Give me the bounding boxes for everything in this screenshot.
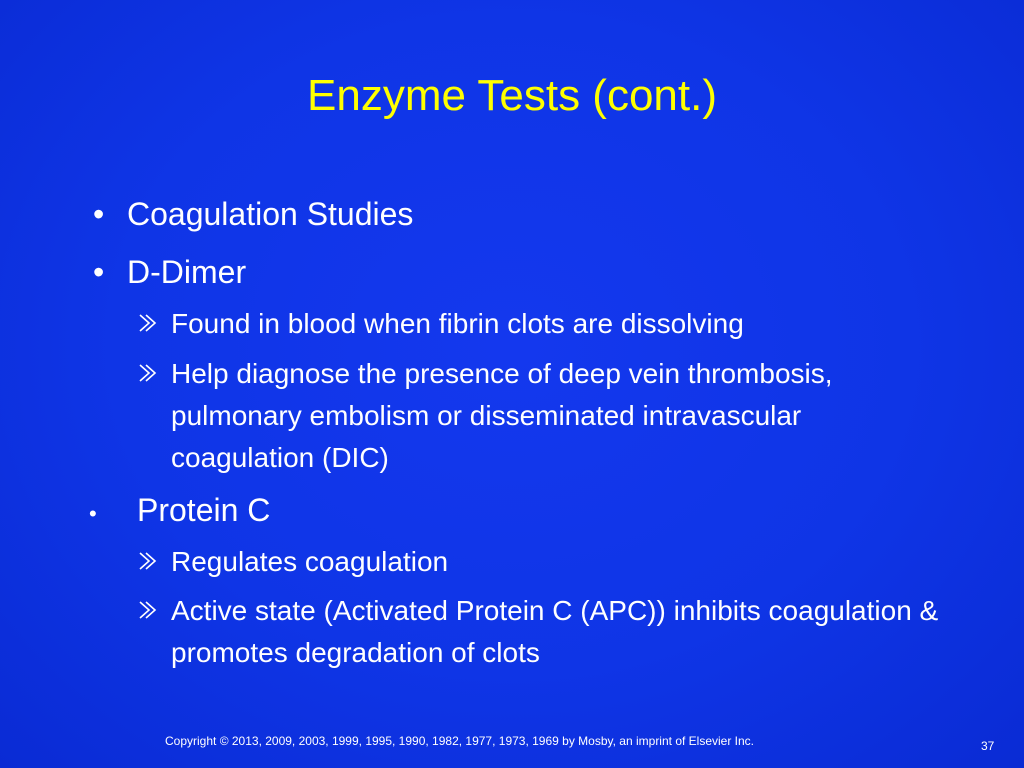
sub-bullet-text: Regulates coagulation — [171, 546, 449, 577]
bullet-text: Coagulation Studies — [127, 196, 414, 232]
bullet-marker: • — [93, 254, 105, 290]
bullet-text: Protein C — [137, 492, 271, 528]
bullet-item — [89, 491, 271, 529]
sub-bullet-item — [171, 303, 941, 345]
page-number: 37 — [981, 739, 995, 753]
sub-bullet-text: Help diagnose the presence of deep vein thrombosis, pulmonary embolism or disseminated intravascular coagulation (DIC) — [171, 358, 833, 473]
chevron-arrow-icon — [137, 550, 159, 572]
copyright-notice: Copyright © 2013, 2009, 2003, 1999, 1995, 1990, 1982, 1977, 1973, 1969 by Mosby, an imprint of Elsevier Inc. — [165, 734, 755, 748]
chevron-arrow-icon — [137, 599, 159, 621]
sub-bullet-item — [171, 541, 941, 583]
bullet-item — [93, 195, 414, 233]
bullet-item — [93, 253, 247, 291]
chevron-arrow-icon — [137, 312, 159, 334]
slide-title: Enzyme Tests (cont.) — [307, 71, 717, 120]
sub-bullet-text: Found in blood when fibrin clots are dissolving — [171, 308, 744, 339]
chevron-arrow-icon — [137, 362, 159, 384]
sub-bullet-text: Active state (Activated Protein C (APC)) inhibits coagulation & promotes degradation of clots — [171, 595, 939, 668]
bullet-marker: • — [89, 501, 97, 526]
sub-bullet-item — [171, 590, 941, 674]
sub-bullet-item — [171, 353, 941, 479]
bullet-text: D-Dimer — [127, 254, 247, 290]
bullet-marker: • — [93, 196, 105, 232]
